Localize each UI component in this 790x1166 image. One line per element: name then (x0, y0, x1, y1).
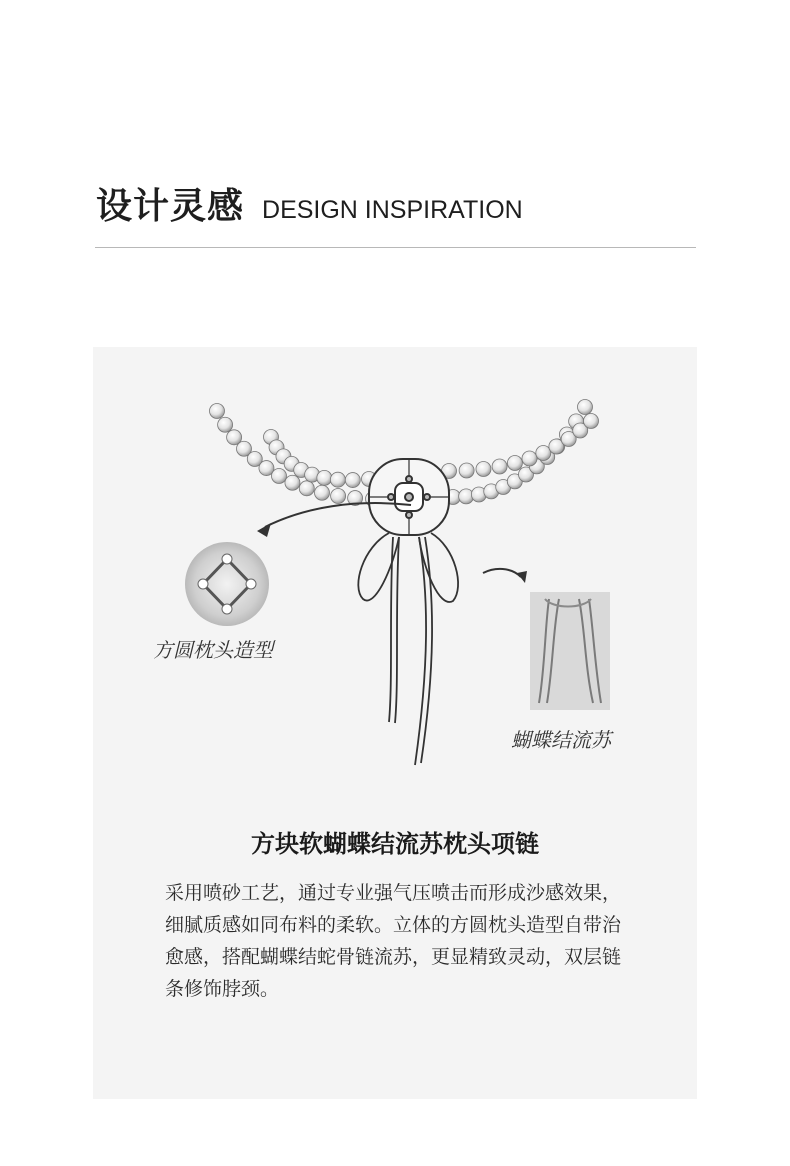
label-square-pillow: 方圆枕头造型 (153, 638, 273, 662)
detail-circle-square-pillow (185, 542, 269, 626)
square-pillow-pendant (369, 459, 449, 535)
arrow-left-head-icon (257, 523, 271, 537)
chain-bead (285, 475, 300, 490)
chain-bead (317, 470, 332, 485)
chain-bead (345, 473, 360, 488)
header-divider (95, 247, 696, 248)
chain-bead (536, 446, 551, 461)
arrow-right-icon (483, 569, 521, 577)
product-name: 方块软蝴蝶结流苏枕头项链 (251, 830, 539, 858)
chain-bead (210, 404, 225, 419)
label-bow-tassel: 蝴蝶结流苏 (511, 728, 611, 752)
chain-bead (218, 417, 233, 432)
section-title-en: DESIGN INSPIRATION (262, 196, 523, 224)
chain-bead (315, 485, 330, 500)
product-description: 采用喷砂工艺，通过专业强气压喷击而形成沙感效果，细腻质感如同布料的柔软。立体的方圆枕头造型自带治愈感，搭配蝴蝶结蛇骨链流苏，更显精致灵动，双层链条修饰脖颈。 (165, 882, 622, 1000)
chain-bead (299, 481, 314, 496)
chain-bead (331, 489, 346, 504)
chain-bead (476, 462, 491, 477)
chain-bead (522, 451, 537, 466)
bow-tassel (358, 533, 458, 765)
inspiration-panel (93, 347, 697, 1099)
chain-bead (492, 459, 507, 474)
chain-bead (459, 463, 474, 478)
detail-photo-tassel (530, 592, 610, 710)
chain-bead (578, 400, 593, 415)
arrow-right-head-icon (517, 571, 527, 583)
chain-bead (272, 469, 287, 484)
chain-bead (584, 414, 599, 429)
chain-bead (330, 472, 345, 487)
section-title-cn: 设计灵感 (96, 186, 245, 227)
chain-bead (507, 456, 522, 471)
section-header (96, 178, 523, 229)
